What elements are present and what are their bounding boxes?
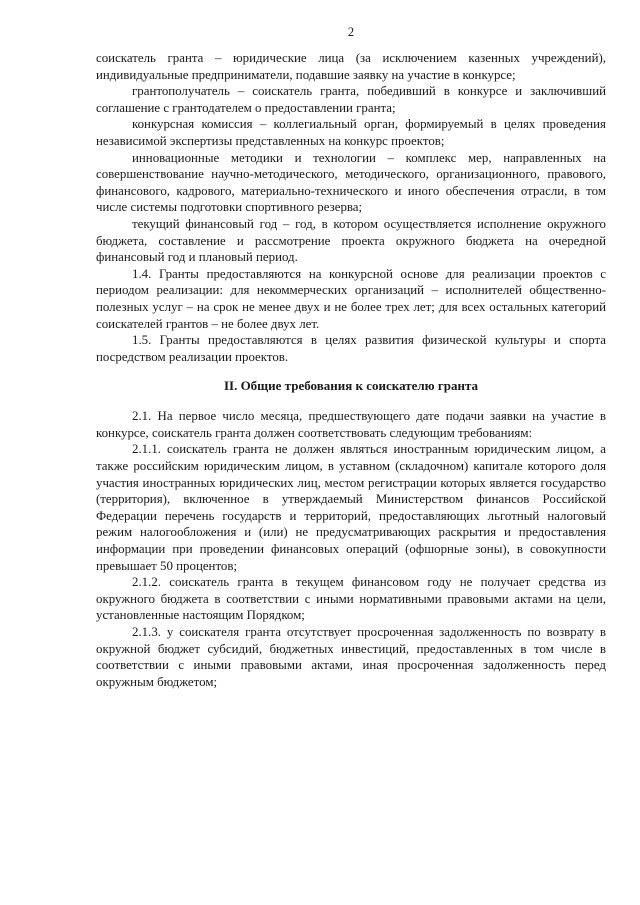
paragraph: текущий финансовый год – год, в котором осуществляется исполнение окружного бюджета, составление и рассмотрение проекта окружного бюджета на очередной финансовый год и плановый период.: [96, 216, 606, 265]
paragraph: 2.1.1. соискатель гранта не должен являться иностранным юридическим лицом, а также российским юридическим лицом, в уставном (складочном) капитале которого доля участия иностранных юридических лиц, местом регистрации которых является государство (территория), включенное в утверждаемый Министерством финансов Российской Федерации перечень государств и территорий, предоставляющих льготный налоговый режим налогообложения и (или) не предусматривающих раскрытия и предоставления информации при проведении финансовых операций (офшорные зоны), в совокупности превышает 50 процентов;: [96, 442, 606, 573]
paragraph: 1.5. Гранты предоставляются в целях развития физической культуры и спорта посредством реализации проектов.: [96, 333, 606, 364]
section-heading: II. Общие требования к соискателю гранта: [223, 378, 479, 394]
paragraph: 2.1. На первое число месяца, предшествующего дате подачи заявки на участие в конкурсе, соискатель гранта должен соответствовать следующим требованиям:: [96, 409, 606, 440]
document-page: [96, 24, 606, 690]
paragraph: 2.1.3. у соискателя гранта отсутствует просроченная задолженность по возврату в окружной бюджет субсидий, бюджетных инвестиций, предоставленных в том числе в соответствии с иными правовыми актами, иная просроченная задолженность перед окружным бюджетом;: [96, 625, 606, 689]
definitions-block: [96, 50, 606, 365]
paragraph: инновационные методики и технологии – комплекс мер, направленных на совершенствование научно-методического, методического, организационного, правового, финансового, кадрового, материально-технического и иного обеспечения отрасли, в том числе системы подготовки спортивного резерва;: [96, 150, 606, 215]
paragraph: 2.1.2. соискатель гранта в текущем финансовом году не получает средства из окружного бюджета в соответствии с иными нормативными правовыми актами на цели, установленные настоящим Порядком;: [96, 575, 606, 623]
paragraph: 1.4. Гранты предоставляются на конкурсной основе для реализации проектов с периодом реализации: для некоммерческих организаций – исполнителей общественно-полезных услуг – на срок не менее двух и не более трех лет; для всех остальных категорий соискателей грантов – не более двух лет.: [96, 266, 606, 331]
requirements-block: [96, 408, 606, 690]
paragraph: соискатель гранта – юридические лица (за исключением казенных учреждений), индивидуальные предприниматели, подавшие заявку на участие в конкурсе;: [96, 51, 606, 82]
page-number: 2: [347, 25, 355, 39]
paragraph: конкурсная комиссия – коллегиальный орган, формируемый в целях проведения независимой экспертизы представленных на конкурс проектов;: [96, 117, 606, 148]
paragraph: грантополучатель – соискатель гранта, победивший в конкурсе и заключивший соглашение с грантодателем о предоставлении гранта;: [96, 84, 606, 115]
